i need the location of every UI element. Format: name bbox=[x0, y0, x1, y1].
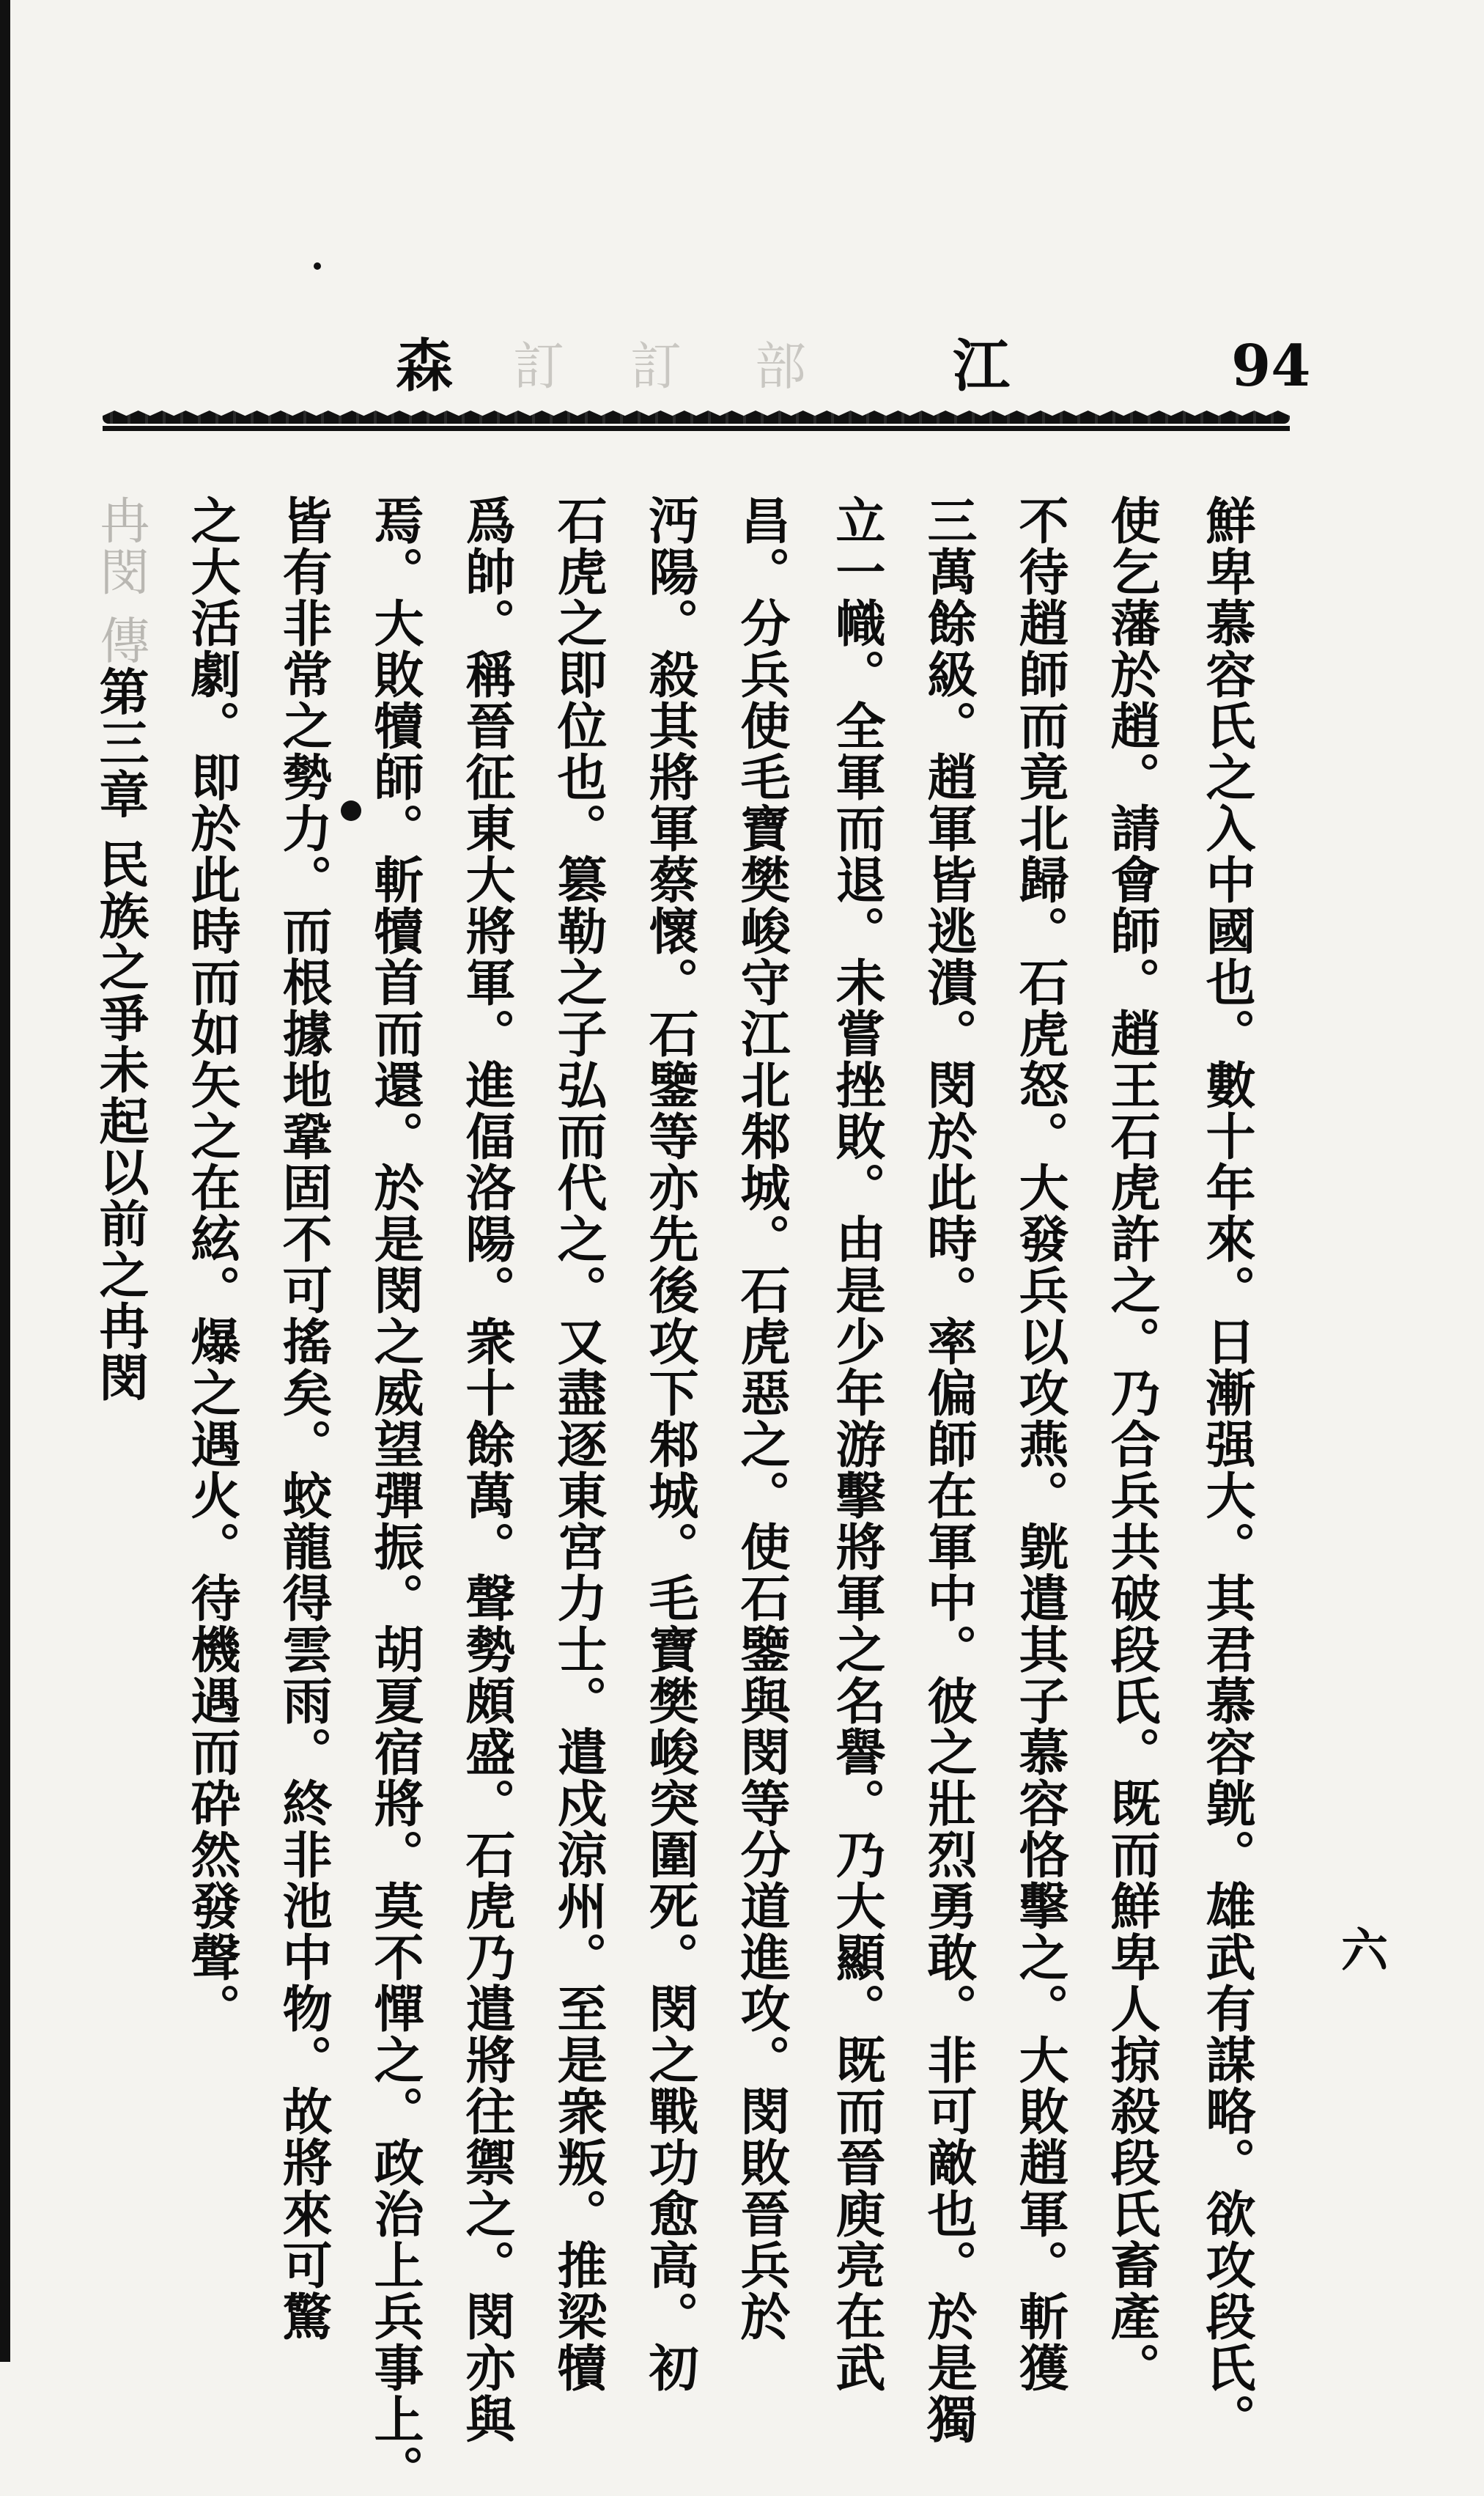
header-left-title: 森 bbox=[396, 333, 454, 400]
text-column: 沔陽。殺其將軍蔡懷。石鑒等亦先後攻下邾城。毛寶樊峻突圍死。閔之戰功愈高。初 bbox=[641, 495, 699, 2393]
text-column: 不待趙師而竟北歸。石虎怒。大發兵以攻燕。皝遣其子慕容恪擊之。大敗趙軍。斬獲 bbox=[1011, 495, 1069, 2393]
running-header bbox=[103, 326, 1311, 407]
text-column: 使乞藩於趙。請會師。趙王石虎許之。乃合兵共破段氏。既而鮮卑人掠殺段氏畜產。 bbox=[1102, 495, 1161, 2393]
heading-prefix: 冉閔 傳 bbox=[92, 495, 149, 666]
page-number: 94 bbox=[1231, 333, 1311, 400]
text-column: 鮮卑慕容氏之入中國也。數十年來。日漸强大。其君慕容皝。雄武有謀略。欲攻段氏。 bbox=[1197, 495, 1256, 2445]
text-column: 之大活劇。即於此時而如矢之在絃。爆之遇火。待機遇而砕然發聲。 bbox=[182, 495, 241, 2034]
header-faint-char: 部 bbox=[755, 336, 806, 397]
text-column: 皆有非常之勢力。而根據地鞏固不可搖矣。蛟龍得雲雨。終非池中物。故將來可驚 bbox=[274, 495, 333, 2342]
text-column: 焉。大敗犢師。斬犢首而還。於是閔之威望彈振。胡夏宿將。莫不憚之。政治上兵事上。 bbox=[366, 495, 424, 2496]
header-faint-char: 訂 bbox=[513, 336, 564, 397]
text-column: 石虎之即位也。篡勒之子弘而代之。又盡逐東宮力士。遣戍涼州。至是衆叛。推梁犢 bbox=[549, 495, 608, 2393]
decorative-rule bbox=[103, 411, 1290, 432]
ink-blot bbox=[341, 800, 361, 821]
wave-border bbox=[103, 411, 1290, 424]
speck bbox=[314, 262, 321, 270]
text-column: 立一幟。全軍而退。未嘗挫敗。由是少年游擊將軍之名譽。乃大顯。既而晉庾亮在武 bbox=[827, 495, 886, 2393]
heading-text: 第三章 民族之爭未起以前之冉閔 bbox=[91, 666, 149, 1404]
margin-chapter-mark: 六 bbox=[1341, 1923, 1388, 1978]
chapter-heading bbox=[91, 495, 149, 1521]
header-faint-char: 訂 bbox=[630, 336, 682, 397]
scan-edge bbox=[0, 0, 10, 2362]
text-column: 三萬餘級。趙軍皆逃潰。閔於此時。率偏師在軍中。彼之壯烈勇敢。非可敵也。於是獨 bbox=[919, 495, 978, 2445]
text-column: 昌。分兵使毛寶樊峻守江北邾城。石虎惡之。使石鑒與閔等分道進攻。閔敗晉兵於 bbox=[732, 495, 791, 2342]
header-center-title: 江 bbox=[953, 333, 1011, 400]
rule-line bbox=[103, 426, 1290, 431]
text-column: 爲帥。稱晉征東大將軍。進偪洛陽。衆十餘萬。聲勢頗盛。石虎乃遣將往禦之。閔亦與 bbox=[457, 495, 516, 2445]
